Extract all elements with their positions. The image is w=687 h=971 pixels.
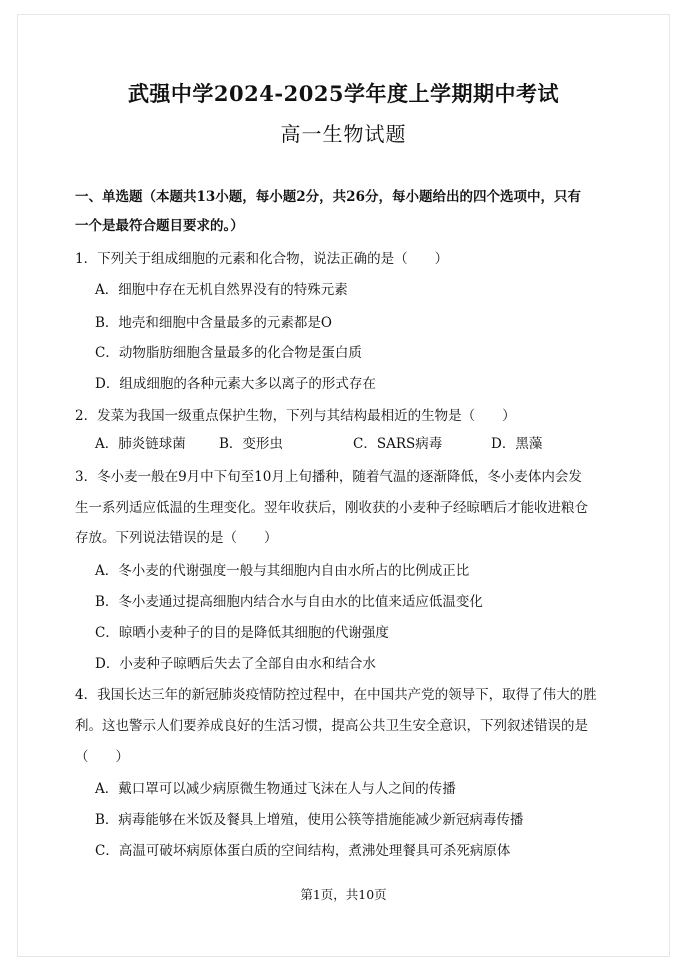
question-1-option-d: D．组成细胞的各种元素大多以离子的形式存在 xyxy=(95,376,376,392)
question-2-option-c: C．SARS病毒 xyxy=(353,436,443,452)
question-4-stem-line-3: （ ） xyxy=(75,749,129,765)
question-3-option-a: A．冬小麦的代谢强度一般与其细胞内自由水所占的比例成正比 xyxy=(95,563,470,579)
question-4-stem-line-2: 利。这也警示人们要养成良好的生活习惯，提高公共卫生安全意识，下列叙述错误的是 xyxy=(75,718,588,734)
question-4-option-b: B．病毒能够在米饭及餐具上增殖，使用公筷等措施能减少新冠病毒传播 xyxy=(95,812,524,828)
question-4-stem-line-1: 4．我国长达三年的新冠肺炎疫情防控过程中，在中国共产党的领导下，取得了伟大的胜 xyxy=(75,687,597,703)
question-1-stem: 1．下列关于组成细胞的元素和化合物，说法正确的是（ ） xyxy=(75,251,449,267)
question-1-option-a: A．细胞中存在无机自然界没有的特殊元素 xyxy=(95,282,348,298)
question-3-option-c: C．晾晒小麦种子的目的是降低其细胞的代谢强度 xyxy=(95,625,389,641)
question-3-option-b: B．冬小麦通过提高细胞内结合水与自由水的比值来适应低温变化 xyxy=(95,594,483,610)
page-number: 第1页，共10页 xyxy=(300,887,387,902)
question-3-stem-line-1: 3．冬小麦一般在9月中下旬至10月上旬播种，随着气温的逐渐降低，冬小麦体内会发 xyxy=(75,469,582,485)
section-heading-cont: 一个是最符合题目要求的。） xyxy=(75,218,244,234)
question-1-option-c: C．动物脂肪细胞含量最多的化合物是蛋白质 xyxy=(95,345,362,361)
question-1-option-b: B．地壳和细胞中含量最多的元素都是O xyxy=(95,315,332,331)
exam-subtitle: 高一生物试题 xyxy=(280,122,407,146)
question-3-stem-line-2: 生一系列适应低温的生理变化。翌年收获后，刚收获的小麦种子经晾晒后才能收进粮仓 xyxy=(75,500,588,516)
question-3-option-d: D．小麦种子晾晒后失去了全部自由水和结合水 xyxy=(95,656,376,672)
question-3-stem-line-3: 存放。下列说法错误的是（ ） xyxy=(75,530,278,546)
exam-title: 武强中学2024-2025学年度上学期期中考试 xyxy=(127,81,560,106)
question-2-stem: 2．发菜为我国一级重点保护生物，下列与其结构最相近的生物是（ ） xyxy=(75,408,516,424)
question-2-option-d: D．黑藻 xyxy=(491,436,543,452)
question-4-option-c: C．高温可破坏病原体蛋白质的空间结构，煮沸处理餐具可杀死病原体 xyxy=(95,843,511,859)
question-2-option-b: B．变形虫 xyxy=(219,436,283,452)
question-4-option-a: A．戴口罩可以减少病原微生物通过飞沫在人与人之间的传播 xyxy=(95,781,456,797)
section-heading: 一、单选题（本题共13小题，每小题2分，共26分，每小题给出的四个选项中，只有 xyxy=(75,189,581,205)
question-2-option-a: A．肺炎链球菌 xyxy=(95,436,186,452)
